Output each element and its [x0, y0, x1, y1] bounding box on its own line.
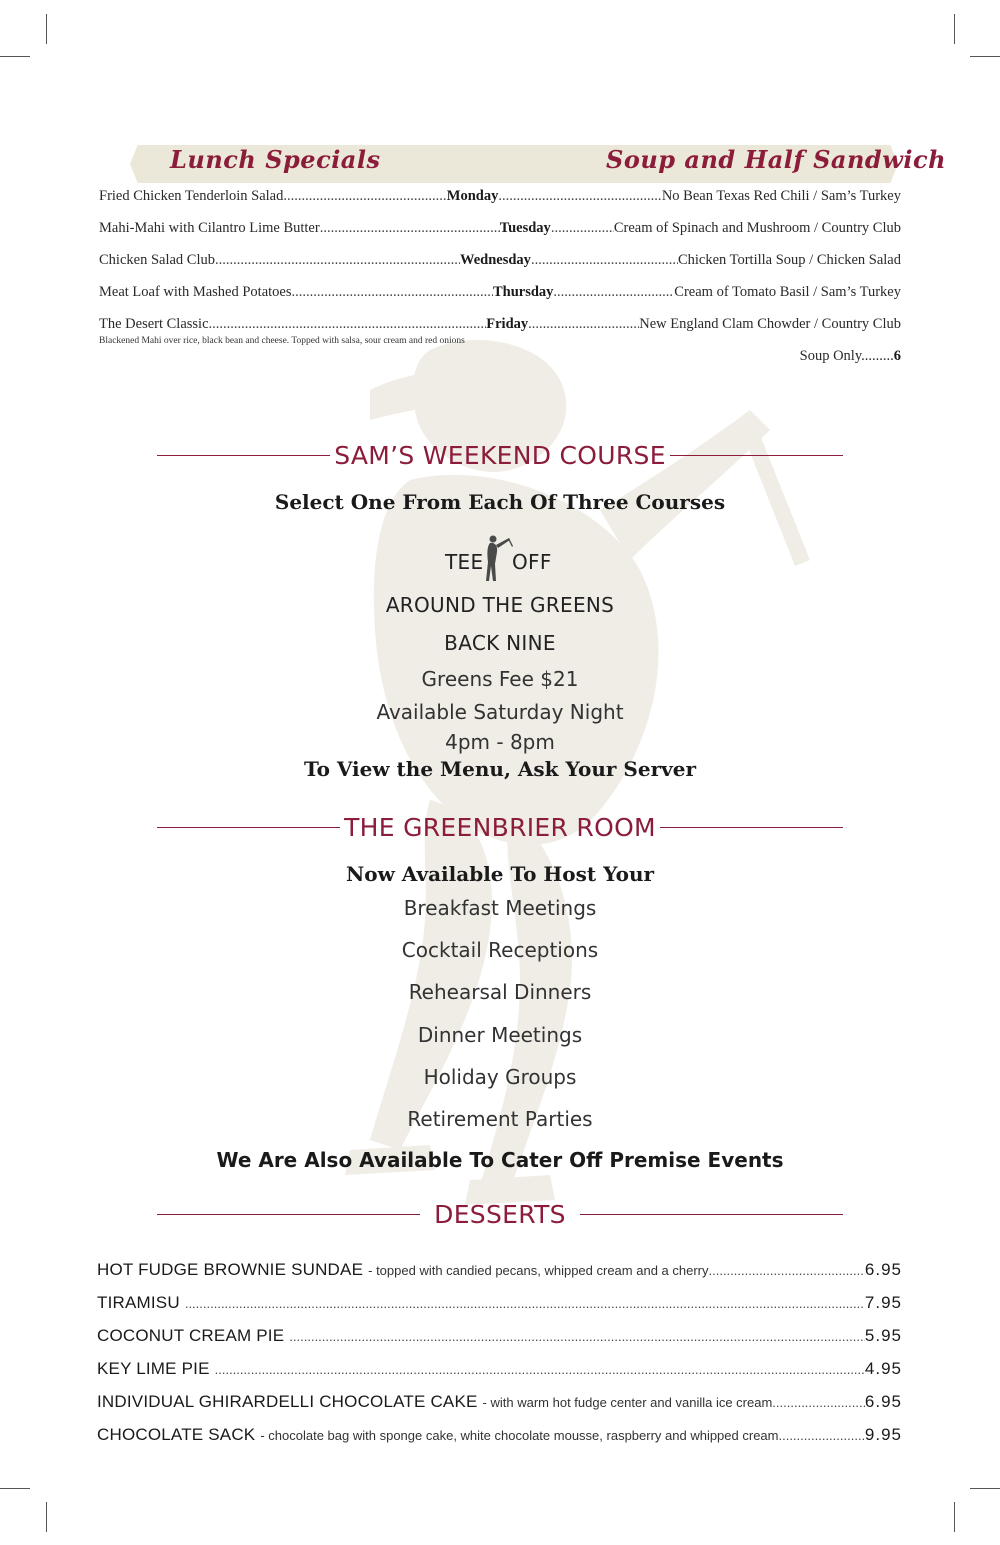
dessert-price: 5.95 — [864, 1326, 902, 1345]
lunch-row — [99, 284, 901, 304]
dessert-item — [97, 1359, 902, 1383]
lunch-day: Monday — [446, 188, 499, 204]
dessert-desc: - topped with candied pecans, whipped cream and a cherry — [368, 1263, 709, 1278]
soup-only-label: Soup Only......... — [799, 348, 894, 364]
divider — [157, 827, 340, 828]
lunch-soup: Cream of Spinach and Mushroom / Country Club — [613, 220, 901, 236]
dessert-name: TIRAMISU — [97, 1293, 180, 1312]
weekend-heading-label: SAM’S WEEKEND COURSE — [334, 440, 666, 470]
greenbrier-intro: Now Available To Host Your — [345, 862, 655, 886]
availability: Available Saturday Night — [376, 700, 624, 724]
lunch-day: Friday — [486, 316, 529, 332]
lunch-day: Thursday — [492, 284, 554, 300]
event-item: Dinner Meetings — [417, 1023, 583, 1047]
soup-only — [800, 348, 901, 365]
lunch-soup: New England Clam Chowder / Country Club — [639, 316, 901, 332]
dessert-item — [97, 1293, 902, 1317]
dessert-name: HOT FUDGE BROWNIE SUNDAE — [97, 1260, 364, 1279]
dessert-desc: - with warm hot fudge center and vanilla ice cream — [482, 1395, 773, 1410]
crop-mark — [0, 1488, 30, 1489]
lunch-special: The Desert Classic — [99, 316, 209, 332]
dessert-price: 9.95 — [864, 1425, 902, 1444]
menu-cta: To View the Menu, Ask Your Server — [303, 757, 696, 781]
desserts-heading-label: DESSERTS — [434, 1199, 566, 1229]
course-back-nine: BACK NINE — [444, 631, 556, 655]
lunch-day: Wednesday — [460, 252, 531, 268]
golfer-icon — [483, 534, 515, 582]
event-item: Breakfast Meetings — [403, 896, 597, 920]
divider — [580, 1214, 843, 1215]
divider — [157, 1214, 420, 1215]
tee-off — [0, 534, 1000, 584]
event-item: Cocktail Receptions — [401, 938, 599, 962]
lunch-soup: No Bean Texas Red Chili / Sam’s Turkey — [661, 188, 901, 204]
crop-mark — [970, 56, 1000, 57]
course-around-greens: AROUND THE GREENS — [385, 593, 615, 617]
crop-mark — [46, 1502, 47, 1532]
event-item: Retirement Parties — [407, 1107, 593, 1131]
lunch-special: Mahi-Mahi with Cilantro Lime Butter — [99, 220, 320, 236]
crop-mark — [970, 1488, 1000, 1489]
crop-mark — [0, 56, 30, 57]
soup-sandwich-title: Soup and Half Sandwich — [606, 145, 947, 174]
dessert-price: 6.95 — [864, 1392, 902, 1411]
lunch-row — [99, 220, 901, 240]
dessert-item — [97, 1392, 902, 1416]
lunch-special: Fried Chicken Tenderloin Salad — [99, 188, 284, 204]
weekend-heading — [157, 440, 843, 470]
divider — [157, 455, 330, 456]
lunch-soup: Chicken Tortilla Soup / Chicken Salad — [677, 252, 901, 268]
off-label: OFF — [512, 550, 552, 574]
crop-mark — [46, 14, 47, 44]
divider — [660, 827, 843, 828]
lunch-note: Blackened Mahi over rice, black bean and cheese. Topped with salsa, sour cream and red onions — [99, 336, 465, 346]
greenbrier-heading — [157, 812, 843, 842]
dessert-name: CHOCOLATE SACK — [97, 1425, 256, 1444]
lunch-special: Chicken Salad Club — [99, 252, 215, 268]
lunch-special: Meat Loaf with Mashed Potatoes — [99, 284, 292, 300]
tee-label: TEE — [445, 550, 484, 574]
event-item: Rehearsal Dinners — [408, 980, 592, 1004]
dessert-price: 4.95 — [864, 1359, 902, 1378]
cater-note: We Are Also Available To Cater Off Premise Events — [216, 1148, 784, 1172]
dessert-name: COCONUT CREAM PIE — [97, 1326, 285, 1345]
lunch-specials-title: Lunch Specials — [170, 145, 381, 174]
crop-mark — [954, 1502, 955, 1532]
soup-only-price: 6 — [893, 348, 901, 364]
lunch-soup: Cream of Tomato Basil / Sam’s Turkey — [674, 284, 901, 300]
greens-fee: Greens Fee $21 — [421, 667, 579, 691]
hours: 4pm - 8pm — [445, 730, 555, 754]
dessert-desc: - chocolate bag with sponge cake, white chocolate mousse, raspberry and whipped cream — [260, 1428, 779, 1443]
lunch-row — [99, 252, 901, 272]
crop-mark — [954, 14, 955, 44]
dessert-price: 6.95 — [864, 1260, 902, 1279]
weekend-subtitle: Select One From Each Of Three Courses — [274, 490, 726, 514]
dessert-name: KEY LIME PIE — [97, 1359, 210, 1378]
divider — [670, 455, 843, 456]
lunch-row — [99, 188, 901, 208]
desserts-heading — [157, 1199, 843, 1229]
dessert-item — [97, 1425, 902, 1449]
lunch-row — [99, 316, 901, 336]
dessert-item — [97, 1260, 902, 1284]
lunch-day: Tuesday — [499, 220, 551, 236]
dessert-name: INDIVIDUAL GHIRARDELLI CHOCOLATE CAKE — [97, 1392, 478, 1411]
event-item: Holiday Groups — [423, 1065, 577, 1089]
dessert-item — [97, 1326, 902, 1350]
greenbrier-heading-label: THE GREENBRIER ROOM — [344, 812, 656, 842]
dessert-price: 7.95 — [864, 1293, 902, 1312]
